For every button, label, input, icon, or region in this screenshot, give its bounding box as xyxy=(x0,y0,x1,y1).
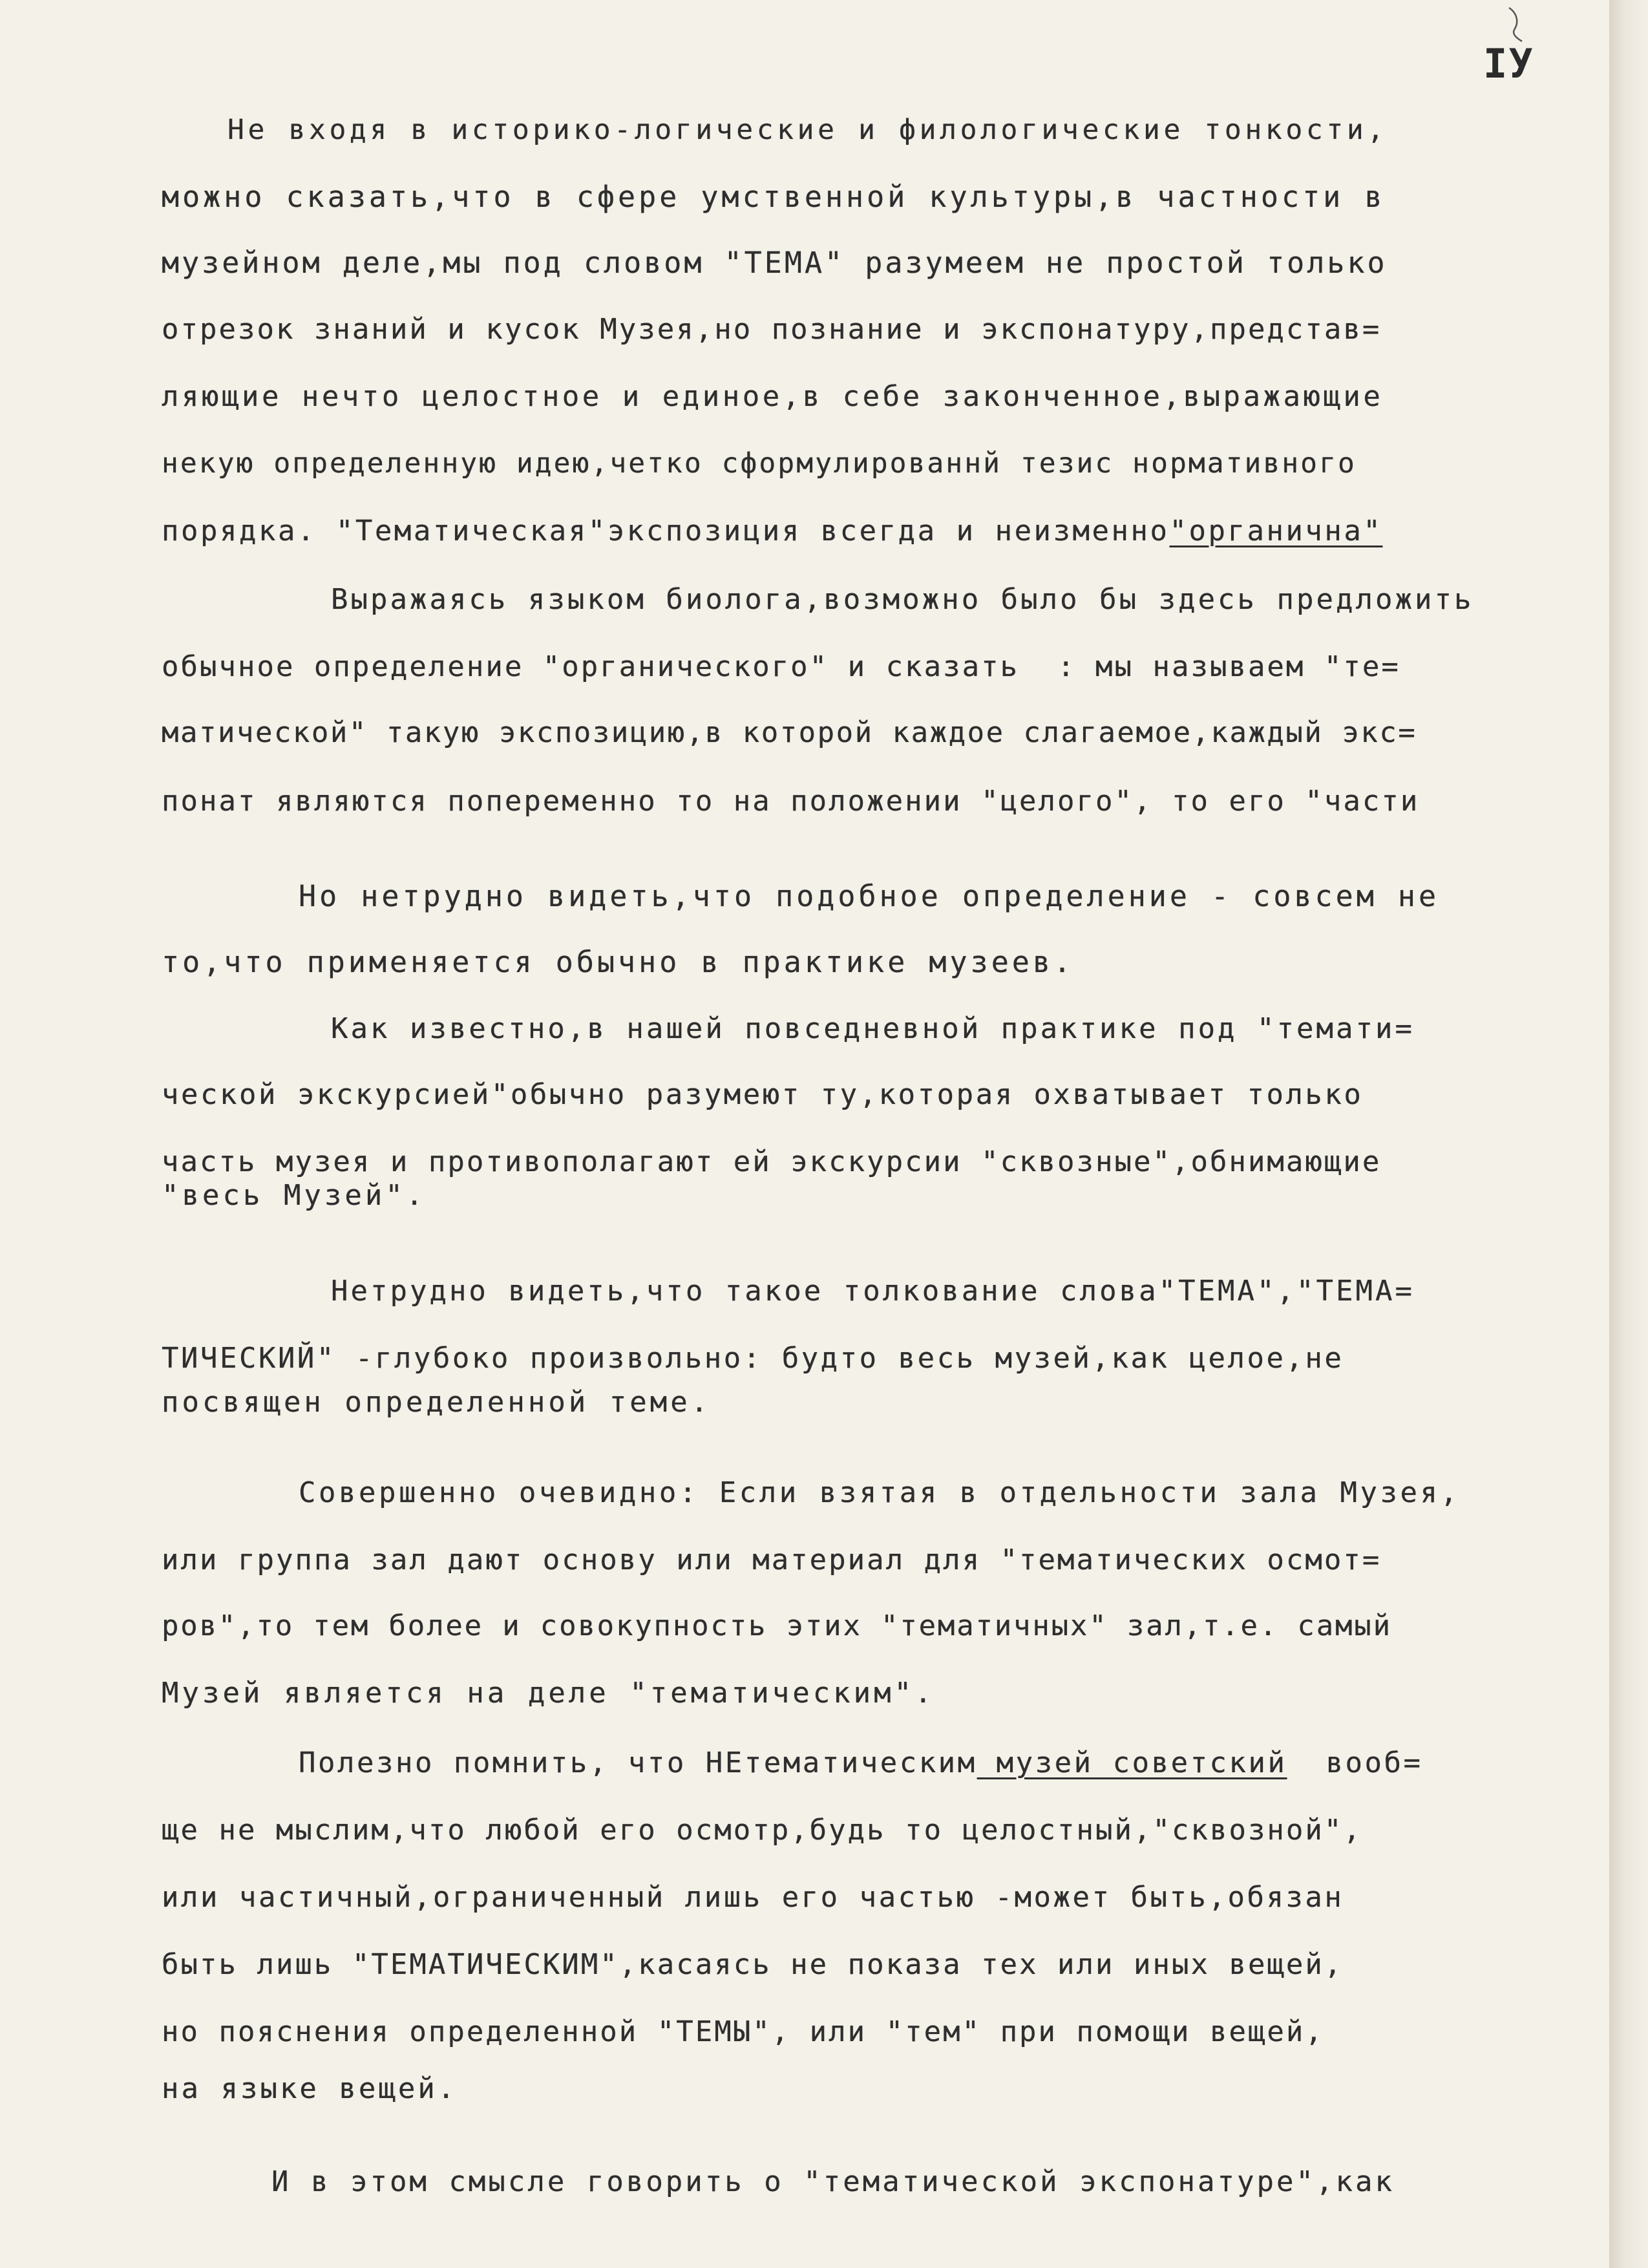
text-line-25-tail: вооб= xyxy=(1326,1746,1423,1779)
text-line-28: быть лишь "ТЕМАТИЧЕСКИМ",касаясь не показа тех или иных вещей, xyxy=(162,1948,1344,1981)
pencil-mark-icon xyxy=(1503,5,1528,44)
page-edge-shadow xyxy=(1609,0,1648,2268)
text-line-12: Но нетрудно видеть,что подобное определение - совсем не xyxy=(299,879,1440,913)
text-line-7 xyxy=(162,514,1383,547)
underlined-muzei-sovetskii: музей советский xyxy=(977,1746,1287,1779)
text-line-15: ческой экскурсией"обычно разумеют ту,которая охватывает только xyxy=(162,1078,1364,1111)
text-line-22: или группа зал дают основу или материал для "тематических осмот= xyxy=(162,1543,1382,1576)
text-line-27: или частичный,ограниченный лишь его частью -может быть,обязан xyxy=(162,1881,1344,1914)
text-line-13: то,что применяется обычно в практике музеев. xyxy=(162,945,1075,979)
text-line-18: Нетрудно видеть,что такое толкование слова"ТЕМА","ТЕМА= xyxy=(331,1275,1415,1308)
text-line-4: отрезок знаний и кусок Музея,но познание и экспонатуру,представ= xyxy=(162,313,1382,346)
text-line-1: Не входя в историко-логические и филологические тонкости, xyxy=(227,114,1388,146)
underlined-organichna: "органична" xyxy=(1169,514,1383,547)
text-line-3: музейном деле,мы под словом "ТЕМА" разумеем не простой только xyxy=(162,246,1388,280)
text-line-25-end xyxy=(1287,1746,1326,1779)
text-line-14: Как известно,в нашей повседневной практике под "темати= xyxy=(331,1012,1415,1045)
text-line-25-main: Полезно помнить, что НЕтематическим xyxy=(299,1746,977,1779)
text-line-7-main: порядка. "Тематическая"экспозиция всегда и неизменно xyxy=(162,514,1170,547)
text-line-8: Выражаясь языком биолога,возможно было бы здесь предложить xyxy=(331,583,1474,616)
text-line-21: Совершенно очевидно: Если взятая в отдельности зала Музея, xyxy=(299,1476,1461,1509)
text-line-26: ще не мыслим,что любой его осмотр,будь то целостный,"сквозной", xyxy=(162,1814,1362,1847)
text-line-19: ТИЧЕСКИЙ" -глубоко произвольно: будто весь музей,как целое,не xyxy=(162,1342,1344,1375)
text-line-16: часть музея и противополагают ей экскурсии "сквозные",обнимающие xyxy=(162,1145,1382,1178)
text-line-2: можно сказать,что в сфере умственной культуры,в частности в xyxy=(162,180,1386,214)
text-line-5: ляющие нечто целостное и единое,в себе законченное,выражающие xyxy=(162,380,1384,413)
text-line-23: ров",то тем более и совокупность этих "тематичных" зал,т.е. самый xyxy=(162,1609,1392,1642)
text-line-30: на языке вещей. xyxy=(162,2072,458,2105)
text-line-29: но пояснения определенной "ТЕМЫ", или "тем" при помощи вещей, xyxy=(162,2015,1324,2048)
page-number: IУ xyxy=(1483,40,1534,87)
text-line-24: Музей является на деле "тематическим". xyxy=(162,1677,935,1710)
text-line-31: И в этом смысле говорить о "тематической экспонатуре",как xyxy=(271,2165,1395,2198)
text-line-10: матической" такую экспозицию,в которой каждое слагаемое,каждый экс= xyxy=(162,716,1417,749)
text-line-25 xyxy=(299,1746,1423,1779)
text-line-11: понат являются попеременно то на положении "целого", то его "части xyxy=(162,785,1420,818)
text-line-6: некую определенную идею,четко сформулированнй тезис нормативного xyxy=(162,447,1357,480)
text-line-17: "весь Музей". xyxy=(162,1179,427,1212)
text-line-9: обычное определение "органического" и сказать : мы называем "те= xyxy=(162,650,1400,683)
text-line-20: посвящен определенной теме. xyxy=(162,1386,712,1419)
